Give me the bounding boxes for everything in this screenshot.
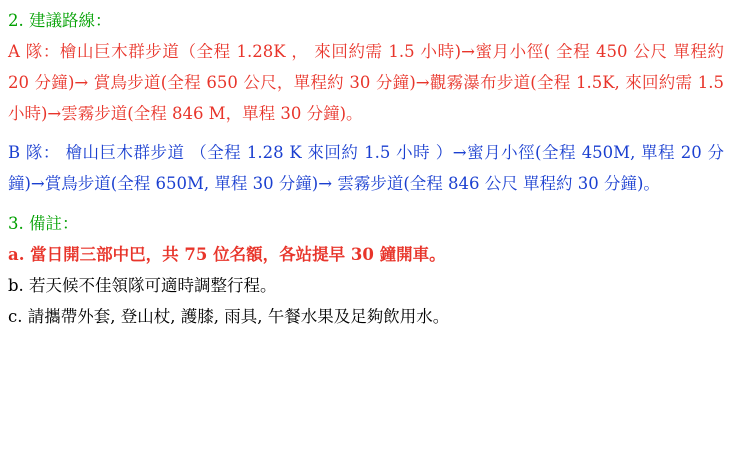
route-paragraph-team-a: A 隊：檜山巨木群步道（全程 1.28K ， 來回約需 1.5 小時)→蜜月小徑( 全程 450 公尺 單程約 20 分鐘)→ 賞鳥步道(全程 650 公尺，單程約 30 分鐘)→觀霧瀑布步道(全程 1.5K, 來回約需 1.5 小時)→雲霧步道(全程 846 M，單程 30 分鐘)。 bbox=[8, 42, 724, 123]
note-item-b: b. 若天候不佳領隊可適時調整行程。 bbox=[8, 276, 277, 295]
spacer bbox=[8, 199, 724, 209]
section-notes bbox=[8, 209, 724, 332]
route-paragraph-team-b: B 隊： 檜山巨木群步道 （全程 1.28 K 來回約 1.5 小時 ）→蜜月小徑(全程 450M, 單程 20 分鐘)→賞鳥步道(全程 650M, 單程 30 分鐘)→ 雲霧步道(全程 846 公尺 單程約 30 分鐘)。 bbox=[8, 143, 724, 193]
note-item-a: a. 當日開三部中巴，共 75 位名額，各站提早 30 鐘開車。 bbox=[8, 245, 446, 264]
section-suggested-routes bbox=[8, 6, 724, 199]
section-heading-notes: 3. 備註： bbox=[8, 214, 79, 233]
spacer bbox=[8, 129, 724, 137]
note-item-c: c. 請攜帶外套, 登山杖, 護膝, 雨具, 午餐水果及足夠飲用水。 bbox=[8, 307, 450, 326]
section-heading-routes: 2. 建議路線： bbox=[8, 11, 112, 30]
